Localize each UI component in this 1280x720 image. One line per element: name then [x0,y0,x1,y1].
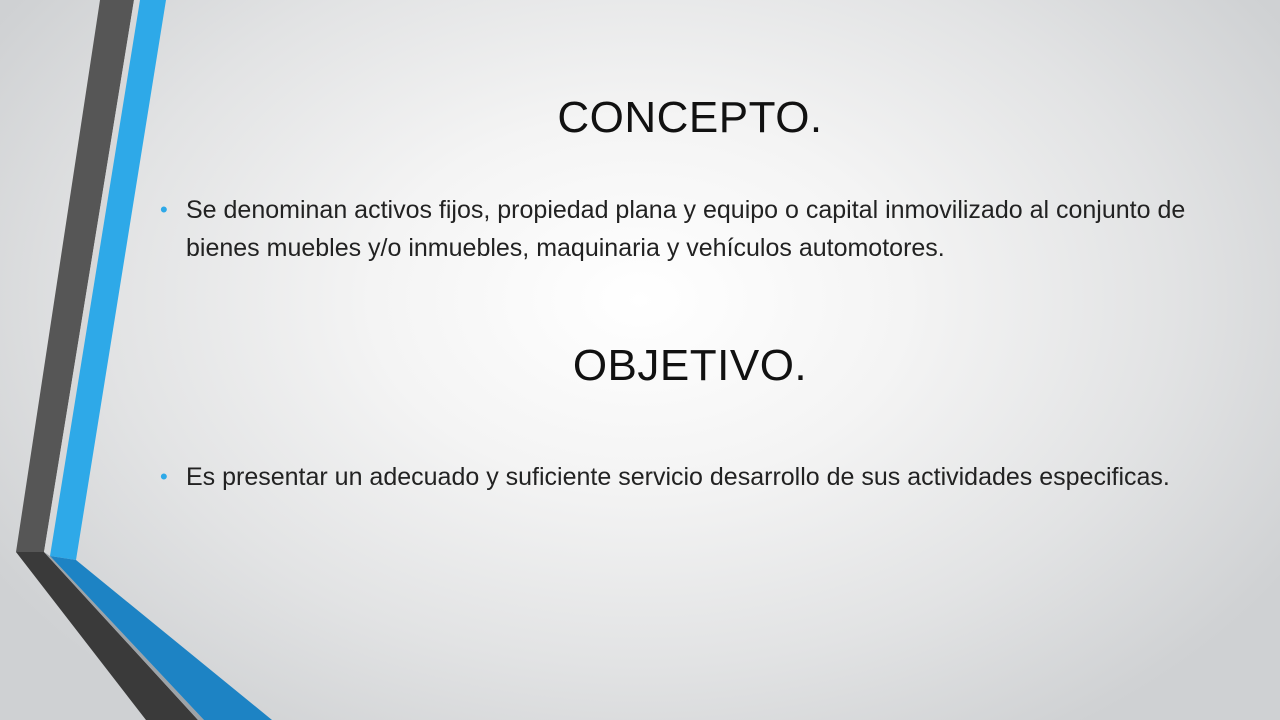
bullet-text-concepto: Se denominan activos fijos, propiedad plana y equipo o capital inmovilizado al conjunto de bienes muebles y/o inmuebles, maquinaria y vehículos automotores. [186,196,1186,262]
section-title-objetivo: OBJETIVO. [572,341,808,390]
bullet-item-objetivo [160,458,1220,496]
bullet-icon: • [160,464,168,489]
bullet-icon: • [160,197,168,222]
bullet-text-objetivo: Es presentar un adecuado y suficiente servicio desarrollo de sus actividades especificas. [186,463,1170,491]
section-title-concepto: CONCEPTO. [557,93,823,142]
bullet-item-concepto [160,191,1220,267]
lower-dark-stripe [16,552,198,720]
lower-separator-stripe [44,552,204,720]
